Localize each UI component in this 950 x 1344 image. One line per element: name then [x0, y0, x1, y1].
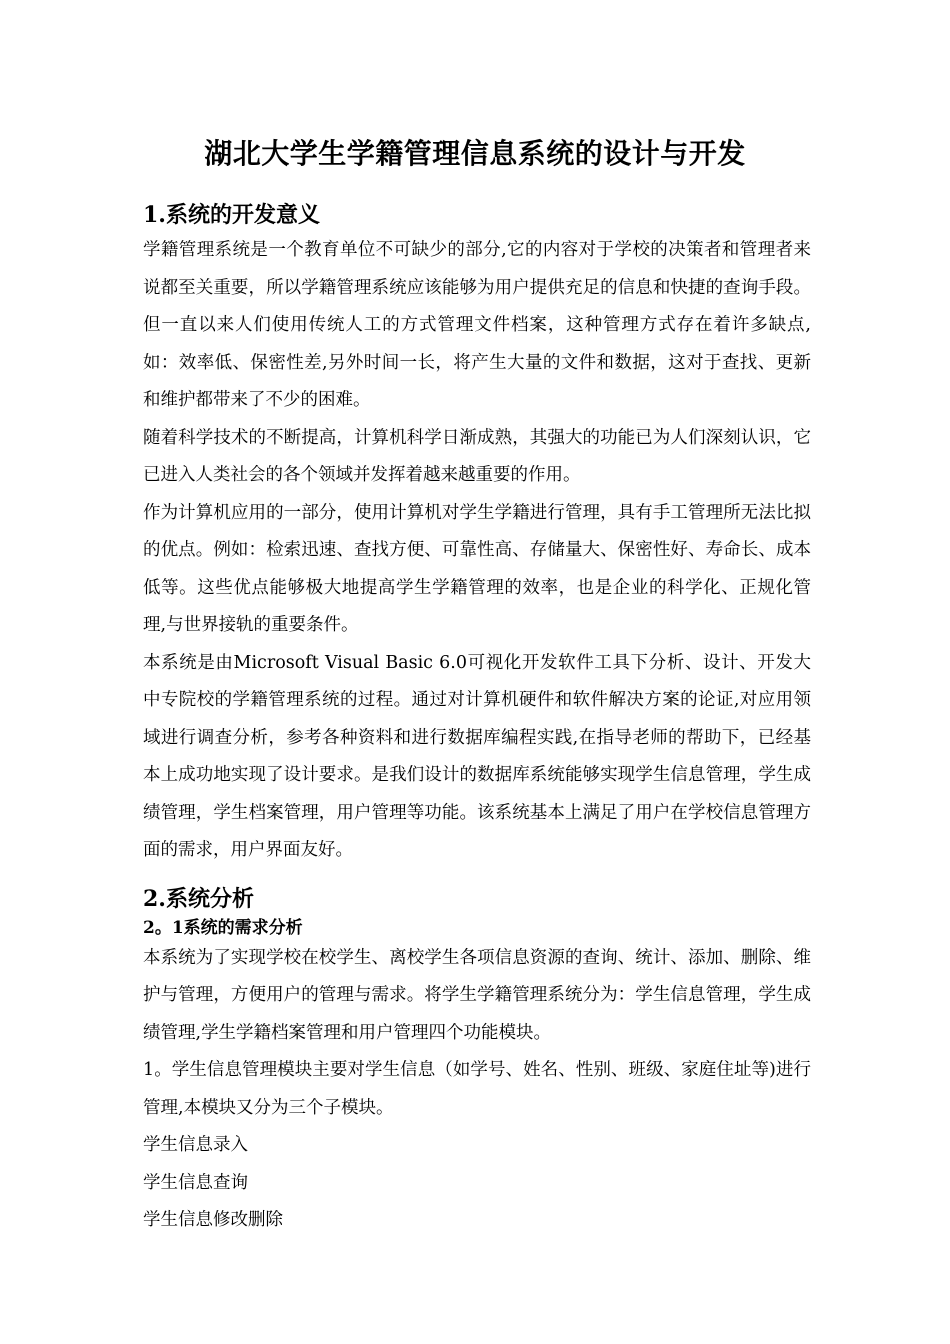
section-2-paragraph-1: 本系统为了实现学校在校学生、离校学生各项信息资源的查询、统计、添加、删除、维护与管理，方便用户的管理与需求。将学生学籍管理系统分为：学生信息管理，学生成绩管理,学生学籍档案管理和用户管理四个功能模块。: [143, 947, 811, 1043]
section-2-heading: 2.系统分析: [143, 885, 254, 912]
section-1-heading: 1.系统的开发意义: [143, 202, 320, 228]
module-item-1: 学生信息录入: [143, 1135, 248, 1155]
module-item-3: 学生信息修改删除: [143, 1210, 283, 1230]
section-2-1-heading: 2。1系统的需求分析: [143, 917, 303, 938]
section-2-paragraph-2: 1。学生信息管理模块主要对学生信息（如学号、姓名、性别、班级、家庭住址等)进行管理,本模块又分为三个子模块。: [143, 1060, 811, 1118]
document-title: 湖北大学生学籍管理信息系统的设计与开发: [204, 137, 746, 170]
section-1-paragraph-1: 学籍管理系统是一个教育单位不可缺少的部分,它的内容对于学校的决策者和管理者来说都至关重要，所以学籍管理系统应该能够为用户提供充足的信息和快捷的查询手段。但一直以来人们使用传统人工的方式管理文件档案，这种管理方式存在着许多缺点,如：效率低、保密性差,另外时间一长，将产生大量的文件和数据，这对于查找、更新和维护都带来了不少的困难。: [143, 240, 811, 410]
document-body: [143, 198, 811, 1240]
section-1-paragraph-3: 作为计算机应用的一部分，使用计算机对学生学籍进行管理，具有手工管理所无法比拟的优点。例如：检索迅速、查找方便、可靠性高、存储量大、保密性好、寿命长、成本低等。这些优点能够极大地提高学生学籍管理的效率，也是企业的科学化、正规化管理,与世界接轨的重要条件。: [143, 502, 811, 635]
section-1-paragraph-2: 随着科学技术的不断提高，计算机科学日渐成熟，其强大的功能已为人们深刻认识，它已进入人类社会的各个领域并发挥着越来越重要的作用。: [143, 427, 811, 485]
section-1-paragraph-4: 本系统是由Microsoft Visual Basic 6.0可视化开发软件工具下分析、设计、开发大中专院校的学籍管理系统的过程。通过对计算机硬件和软件解决方案的论证,对应用领域进行调查分析，参考各种资料和进行数据库编程实践,在指导老师的帮助下，已经基本上成功地实现了设计要求。是我们设计的数据库系统能够实现学生信息管理，学生成绩管理，学生档案管理，用户管理等功能。该系统基本上满足了用户在学校信息管理方面的需求，用户界面友好。: [143, 652, 811, 860]
module-item-2: 学生信息查询: [143, 1172, 248, 1193]
